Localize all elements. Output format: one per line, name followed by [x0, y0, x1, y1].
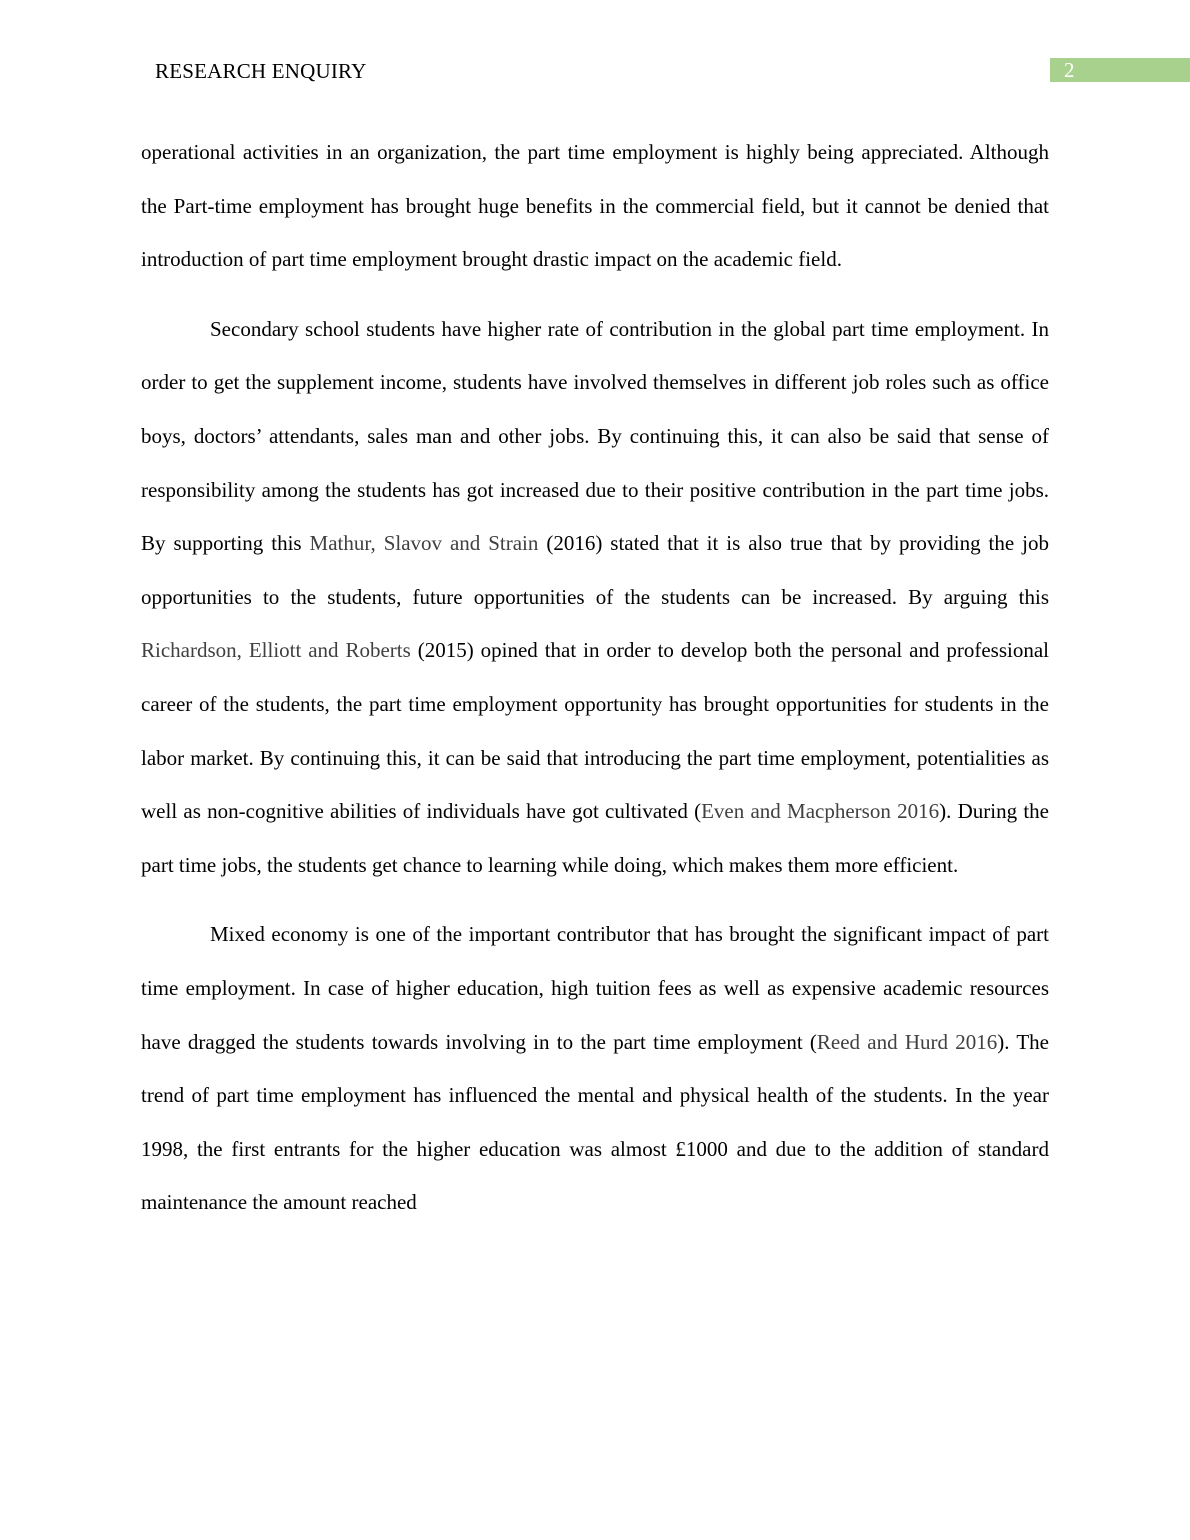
text-run: (2015) opined that in order to develop both the personal and professional career of the students, the part time employment opportunity has brought opportunities for students in the labor market. By continuing this, it can be said that introducing the part time employment, potentialities as well as non-cognitive abilities of individuals have got cultivated (: [141, 638, 1050, 824]
text-run: Secondary school students have higher rate of contribution in the global part time employment. In order to get the supplement income, students have involved themselves in different job roles such as office boys, doctors’ attendants, sales man and other jobs. By continuing this, it can also be said that sense of responsibility among the students has got increased due to their positive contribution in the part time jobs. By supporting this: [141, 316, 1049, 556]
text-run: ). The trend of part time employment has influenced the mental and physical health of the students. In the year 1998, the first entrants for the higher education was almost £1000 and due to the addition of standard maintenance the amount reached: [141, 1029, 1049, 1215]
document-body: [141, 126, 1049, 1246]
page-number-badge: 2: [1050, 58, 1190, 82]
citation: Reed and Hurd 2016: [816, 1029, 998, 1054]
paragraph-2: [141, 303, 1049, 893]
text-run: (2016) stated that it is also true that by providing the job opportunities to the students, future opportunities of the students can be increased. By arguing this: [141, 531, 1049, 609]
text-run: Mixed economy is one of the important contributor that has brought the significant impact of part time employment. In case of higher education, high tuition fees as well as expensive academic resources have dragged the students towards involving in to the part time employment (: [141, 922, 1049, 1054]
citation: Even and Macpherson 2016: [701, 799, 940, 824]
paragraph-1: [141, 126, 1049, 287]
citation: Richardson, Elliott and Roberts: [141, 638, 411, 663]
text-run: ). During the part time jobs, the students get chance to learning while doing, which makes them more efficient.: [141, 799, 1049, 877]
citation: Mathur, Slavov and Strain: [309, 531, 539, 556]
running-header-title: RESEARCH ENQUIRY: [155, 59, 367, 83]
text-run: operational activities in an organization, the part time employment is highly being appreciated. Although the Part-time employment has brought huge benefits in the commercial field, but it cannot be denied that introduction of part time employment brought drastic impact on the academic field.: [141, 140, 1049, 272]
paragraph-3: [141, 908, 1049, 1230]
